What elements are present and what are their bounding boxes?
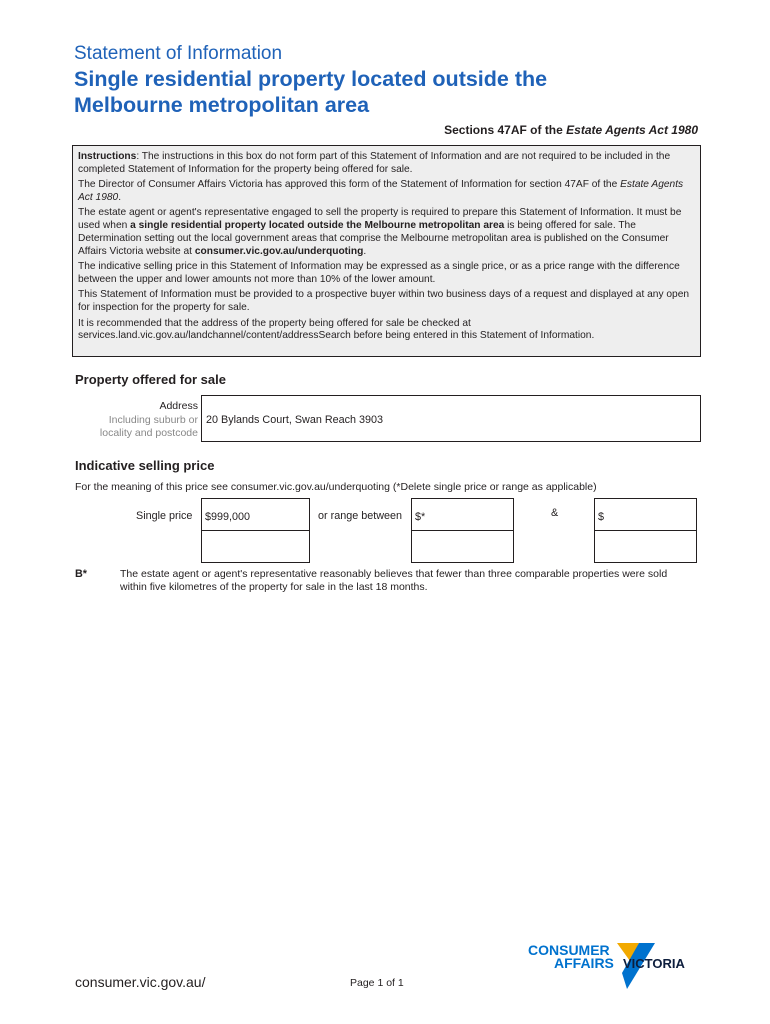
instructions-heading: Instructions <box>78 151 137 162</box>
underquoting-link[interactable]: consumer.vic.gov.au/underquoting <box>194 245 364 257</box>
instructions-para-2 <box>78 179 696 205</box>
range-low-value: $* <box>415 511 426 523</box>
price-meaning-note: For the meaning of this price see consumer.vic.gov.au/underquoting (*Delete single price or range as applicable) <box>75 481 597 493</box>
instructions-para-6: It is recommended that the address of the property being offered for sale be checked at services.land.vic.gov.au/landchannel/content/addressSearch before being entered in this Statement of Information. <box>78 317 595 342</box>
document-subtitle: Statement of Information <box>74 43 283 64</box>
document-title <box>74 66 694 118</box>
logo-line-1: CONSUMER <box>528 942 610 958</box>
address-label <box>80 400 198 441</box>
instructions-para-3-end: . <box>363 245 367 257</box>
price-heading: Indicative selling price <box>75 458 215 473</box>
consumer-affairs-victoria-logo <box>526 937 706 992</box>
page-number: Page 1 of 1 <box>350 977 404 989</box>
single-price-label: Single price <box>136 510 193 522</box>
instructions-para-1 <box>78 151 696 177</box>
instructions-para-5: This Statement of Information must be provided to a prospective buyer within two business days of a request and displayed at any open for inspection for the property for sale. <box>78 289 690 314</box>
logo-line-3: VICTORIA <box>623 956 685 971</box>
footer-url: consumer.vic.gov.au/ <box>75 974 206 990</box>
instructions-para-2-act: Estate Agents Act 1980 <box>78 179 684 203</box>
instructions-para-3-text-b: is being offered for sale. The Determination setting out the local government areas that comprise the Melbourne metropolitan area is published on the Consumer Affairs Victoria website at <box>78 220 669 257</box>
address-label-line-2: Including suburb or <box>108 413 198 426</box>
instructions-para-1-text: : The instructions in this box do not form part of this Statement of Information and are not required to be included in the completed Statement of Information for the property being offered for sale. <box>78 151 671 175</box>
instructions-para-3-text-a: The estate agent or agent's representative engaged to sell the property is required to prepare this Statement of Information. It must be used when <box>78 207 682 232</box>
range-high-field[interactable] <box>594 498 697 531</box>
instructions-para-2-text: The Director of Consumer Affairs Victoria has approved this form of the Statement of Information for section 47AF of the <box>78 179 621 191</box>
range-high-field-lower[interactable] <box>594 530 697 563</box>
instructions-para-4: The indicative selling price in this Statement of Information may be expressed as a single price, or as a price range with the difference between the upper and lower amounts not more than 10% of the lower amount. <box>78 261 680 285</box>
ampersand: & <box>551 507 559 519</box>
range-low-field[interactable] <box>411 498 514 531</box>
instructions-para-2-end: . <box>118 191 122 203</box>
range-label: or range between <box>318 510 403 522</box>
section-b-text: The estate agent or agent's representative reasonably believes that fewer than three comparable properties were sold within five kilometres of the property for sale in the last 18 months. <box>120 568 668 593</box>
address-value: 20 Bylands Court, Swan Reach 3903 <box>206 414 384 426</box>
address-field[interactable] <box>201 395 701 442</box>
act-reference-prefix: Sections 47AF of the <box>444 123 567 137</box>
act-reference <box>444 123 698 137</box>
logo-line-2: AFFAIRS <box>554 955 614 971</box>
range-high-value: $ <box>598 511 605 523</box>
instructions-para-3-bold: a single residential property located outside the Melbourne metropolitan area <box>130 220 505 232</box>
address-label-line-1: Address <box>159 400 198 412</box>
act-reference-name: Estate Agents Act 1980 <box>566 123 698 137</box>
address-label-line-3: locality and postcode <box>99 427 198 439</box>
title-line-2: Melbourne metropolitan area <box>74 93 370 117</box>
instructions-box <box>72 145 701 357</box>
title-line-1: Single residential property located outside the <box>74 67 548 91</box>
instructions-para-3 <box>78 207 696 258</box>
single-price-field[interactable] <box>201 498 310 531</box>
single-price-value: $999,000 <box>205 511 251 523</box>
section-b-marker: B* <box>75 568 87 580</box>
range-low-field-lower[interactable] <box>411 530 514 563</box>
single-price-field-lower[interactable] <box>201 530 310 563</box>
property-heading: Property offered for sale <box>75 372 226 387</box>
